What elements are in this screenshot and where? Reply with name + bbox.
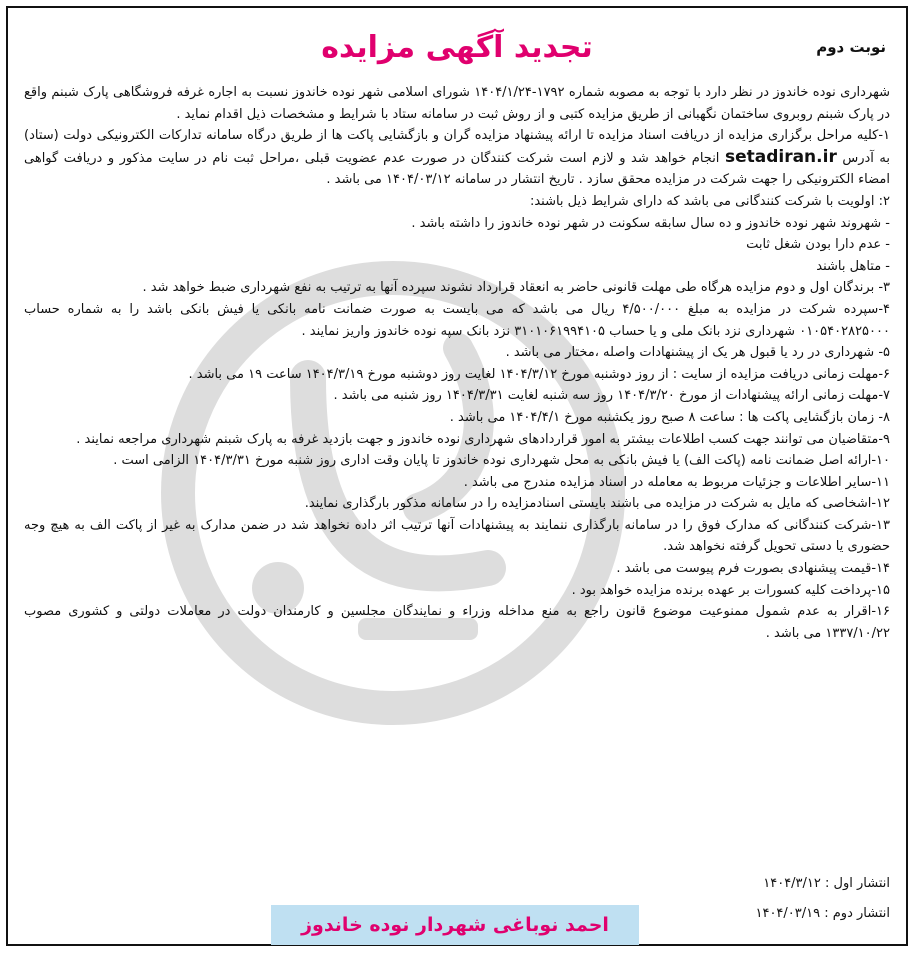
item-3: ۳- برندگان اول و دوم مزایده هرگاه طی مهلت قانونی حاضر به انعقاد قرارداد نشوند سپرده آنها به ترتیب به نفع شهرداری ضبط خواهد شد . xyxy=(142,280,890,296)
mayor-signature: احمد نوباغی شهردار نوده خاندوز xyxy=(271,905,639,945)
first-publication-date: انتشار اول : ۱۴۰۴/۳/۱۲ xyxy=(763,876,890,891)
item-2-condition-b: - عدم دارا بودن شغل ثابت xyxy=(746,237,890,253)
item-14: ۱۴-قیمت پیشنهادی بصورت فرم پیوست می باشد . xyxy=(616,561,890,577)
item-12: ۱۲-اشخاصی که مایل به شرکت در مزایده می باشند بایستی اسنادمزایده را در سامانه مذکور بارگذاری نمایند. xyxy=(304,496,890,512)
notice-frame xyxy=(6,6,908,946)
item-16: ۱۶-اقرار به عدم شمول ممنوعیت موضوع قانون راجع به منع مداخله وزراء و نمایندگان مجلسین و کارمندان دولت در معاملات دولتی و کشوری مصوب ۱۳۳۷/۱۰/۲۲ می باشد . xyxy=(24,604,890,641)
item-1-text-start: ۱-کلیه مراحل برگزاری مزایده از دریافت اسناد مزایده تا ارائه پیشنهاد مزایده گران و بازگشایی پاکت ها از طریق درگاه سامانه تدارکات الکترونیکی دولت (ستاد) به آدرس xyxy=(24,128,890,166)
item-2-condition-c: - متاهل باشند xyxy=(816,258,890,274)
item-2: ۲: اولویت با شرکت کنندگانی می باشد که دارای شرایط ذیل باشند: xyxy=(529,193,890,209)
intro-paragraph: شهرداری نوده خاندوز در نظر دارد با توجه به مصوبه شماره ۱۷۹۲-۱۴۰۴/۱/۲۴ شورای اسلامی شهر نوده خاندوز نسبت به اجاره غرفه فروشگاهی پارک شبنم واقع در پارک شبنم روبروی ساختمان نگهبانی از طریق مزایده کتبی و از روش ثبت در سامانه ستاد با شرایط و مشخصات ذیل اقدام نماید . xyxy=(24,85,891,122)
item-11: ۱۱-سایر اطلاعات و جزئیات مربوط به معامله در اسناد مزایده مندرج می باشد . xyxy=(463,474,890,490)
item-7: ۷-مهلت زمانی ارائه پیشنهادات از مورخ ۱۴۰۴/۳/۲۰ روز سه شنبه لغایت ۱۴۰۴/۳/۳۱ روز شنبه می باشد . xyxy=(333,388,890,404)
notice-title: تجدید آگهی مزایده xyxy=(321,30,593,65)
item-15: ۱۵-پرداخت کلیه کسورات بر عهده برنده مزایده خواهد بود . xyxy=(571,582,890,598)
item-1 xyxy=(24,125,890,191)
item-13: ۱۳-شرکت کنندگانی که مدارک فوق را در سامانه بارگذاری ننمایند به پیشنهادات آنها ترتیب اثر داده نخواهد شد در ضمن مدارک به غیر از پاکت الف به هیچ وجه حضوری یا دستی تحویل گرفته نخواهد شد. xyxy=(24,517,890,555)
notice-body xyxy=(24,82,890,644)
item-4: ۴-سپرده شرکت در مزایده به مبلغ ۴/۵۰۰/۰۰۰ ریال می باشد که می بایست به صورت ضمانت نامه بانکی یا فیش بانکی باشد را به شماره حساب ۰۱۰۵۴۰۲۸۲۵۰۰۰ شهرداری نزد بانک ملی و یا حساب ۳۱۰۱۰۶۱۹۹۴۱۰۵ نزد بانک سپه نوده خاندوز واریز نمایند . xyxy=(24,301,890,339)
item-10: ۱۰-ارائه اصل ضمانت نامه (پاکت الف) یا فیش بانکی به محل شهرداری نوده خاندوز تا پایان وقت اداری روز شنبه مورخ ۱۴۰۴/۳/۳۱ الزامی است . xyxy=(113,453,890,469)
publication-round-label: نوبت دوم xyxy=(816,38,886,56)
item-2-condition-a: - شهروند شهر نوده خاندوز و ده سال سابقه سکونت در شهر نوده خاندوز را داشته باشد . xyxy=(411,215,890,231)
website-reference: setadiran.ir xyxy=(724,146,837,167)
second-publication-date: انتشار دوم : ۱۴۰۴/۰۳/۱۹ xyxy=(755,906,890,921)
item-6: ۶-مهلت زمانی دریافت مزایده از سایت : از روز دوشنبه مورخ ۱۴۰۴/۳/۱۲ لغایت روز دوشنبه مورخ ۱۴۰۴/۳/۱۹ ساعت ۱۹ می باشد . xyxy=(188,366,890,382)
item-8: ۸- زمان بازگشایی پاکت ها : ساعت ۸ صبح روز یکشنبه مورخ ۱۴۰۴/۴/۱ می باشد . xyxy=(449,409,890,425)
item-9: ۹-متقاضیان می توانند جهت کسب اطلاعات بیشتر به امور قراردادهای شهرداری نوده خاندوز و جهت بازدید غرفه به پارک شبنم شهرداری مراجعه نمایند . xyxy=(76,431,890,447)
item-5: ۵- شهرداری در رد یا قبول هر یک از پیشنهادات واصله ،مختار می باشد . xyxy=(505,345,890,361)
item-1-text-end: انجام خواهد شد و لازم است شرکت کنندگان در صورت عدم عضویت قبلی ،مراحل ثبت نام در سایت مذکور و دریافت گواهی امضاء الکترونیکی را جهت شرکت در مزایده محقق سازد . تاریخ انتشار در سامانه ۱۴۰۴/۰۳/۱۲ می باشد . xyxy=(24,150,890,188)
